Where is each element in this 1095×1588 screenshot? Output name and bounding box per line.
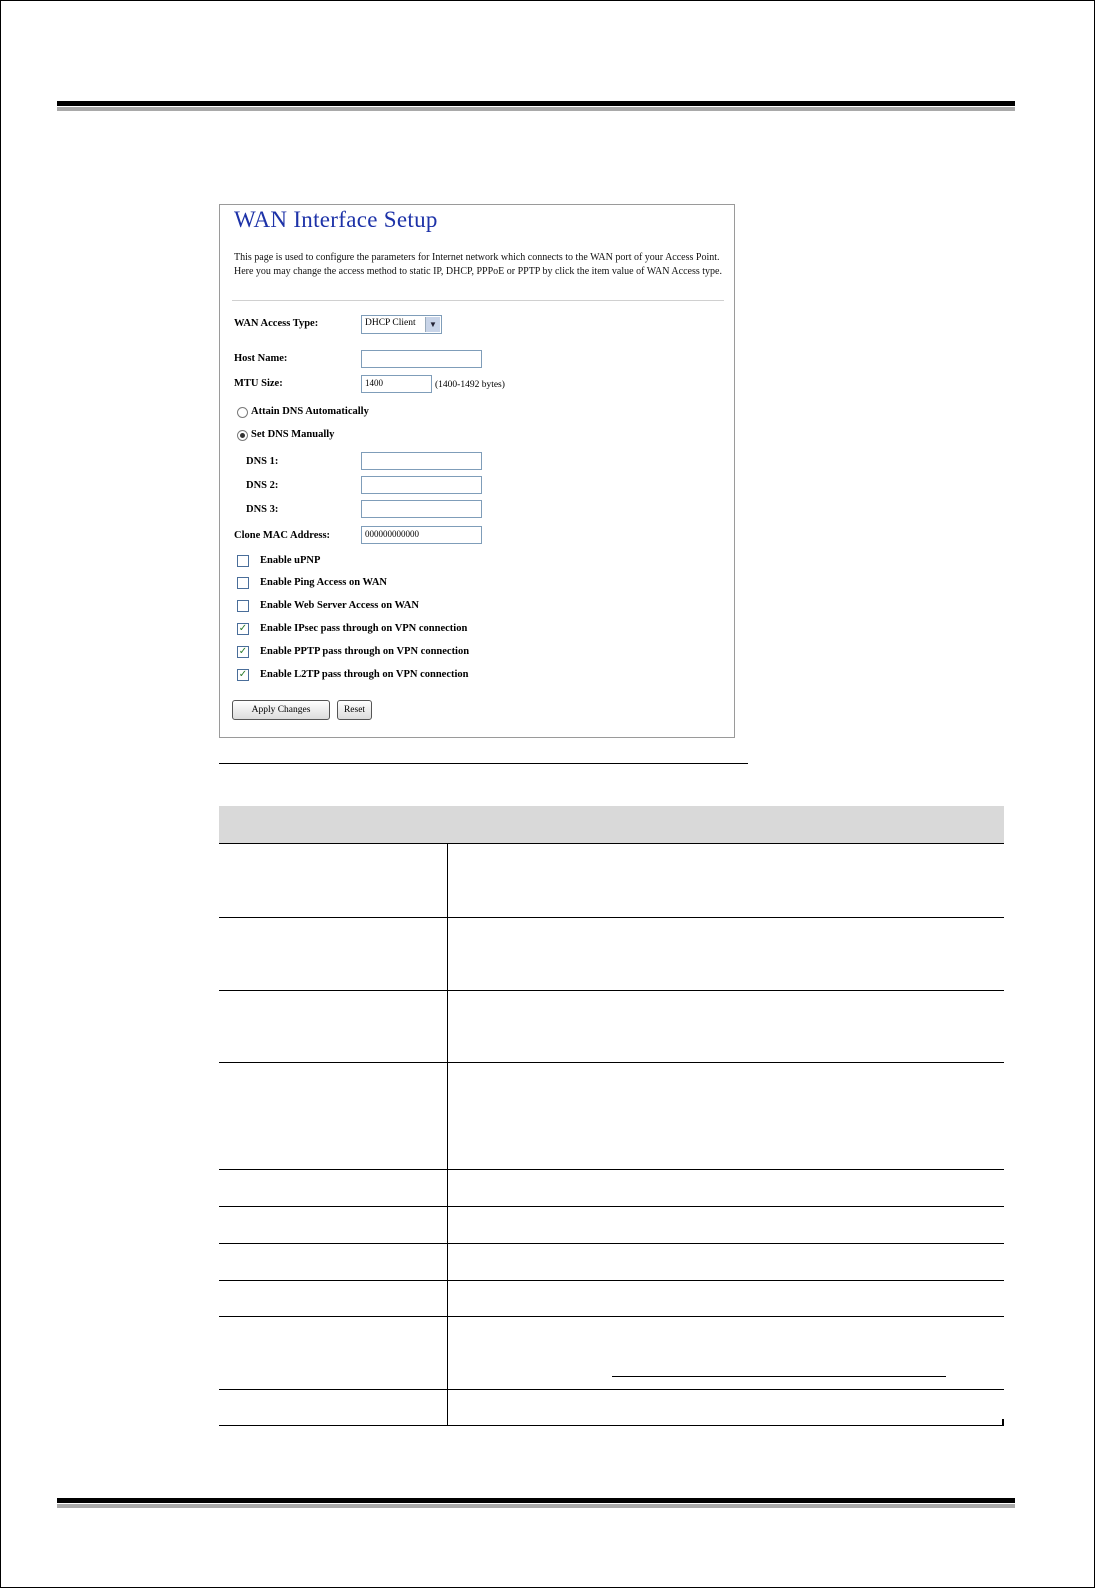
table-column-divider — [447, 843, 448, 1425]
mtu-size-hint: (1400-1492 bytes) — [435, 380, 505, 390]
dns3-label: DNS 3: — [246, 504, 279, 515]
table-row-line — [219, 1280, 1004, 1281]
panel-separator — [232, 300, 724, 301]
mtu-size-input[interactable]: 1400 — [361, 375, 432, 393]
chevron-down-icon: ▼ — [425, 317, 440, 332]
wan-access-type-label: WAN Access Type: — [234, 318, 319, 329]
upnp-label: Enable uPNP — [260, 555, 321, 566]
table-bottom-line — [219, 1425, 1004, 1426]
table-row-line — [219, 1169, 1004, 1170]
apply-changes-button[interactable]: Apply Changes — [232, 700, 330, 720]
l2tp-checkbox[interactable]: ✓ — [238, 669, 248, 680]
host-name-label: Host Name: — [234, 353, 288, 364]
footer-rule-shadow — [57, 1504, 1015, 1508]
header-rule — [57, 101, 1015, 106]
pptp-label: Enable PPTP pass through on VPN connection — [260, 646, 470, 657]
dns-manual-label: Set DNS Manually — [251, 429, 335, 440]
table-row-line — [219, 1243, 1004, 1244]
web-access-label: Enable Web Server Access on WAN — [260, 600, 419, 611]
ping-access-label: Enable Ping Access on WAN — [260, 577, 387, 588]
ipsec-checkbox[interactable]: ✓ — [238, 623, 248, 634]
dns1-label: DNS 1: — [246, 456, 279, 467]
table-row-line — [219, 1316, 1004, 1317]
panel-title: WAN Interface Setup — [234, 207, 438, 232]
table-row-line — [219, 843, 1004, 844]
table-row-line — [219, 1206, 1004, 1207]
clone-mac-input[interactable]: 000000000000 — [361, 526, 482, 544]
dns-auto-label: Attain DNS Automatically — [251, 406, 369, 417]
table-header — [219, 806, 1004, 843]
caption-underline — [219, 763, 748, 764]
wan-access-type-value: DHCP Client — [365, 318, 416, 328]
table-row-line — [219, 990, 1004, 991]
dns2-label: DNS 2: — [246, 480, 279, 491]
wan-setup-panel — [219, 204, 735, 738]
table-row-line — [219, 1389, 1004, 1390]
l2tp-label: Enable L2TP pass through on VPN connection — [260, 669, 469, 680]
mtu-size-label: MTU Size: — [234, 378, 283, 389]
header-rule-shadow — [57, 107, 1015, 111]
pptp-checkbox[interactable]: ✓ — [238, 646, 248, 657]
cell-underline — [612, 1376, 946, 1377]
dns2-input[interactable] — [361, 476, 482, 494]
reset-button[interactable]: Reset — [337, 700, 372, 720]
panel-description: This page is used to configure the parameters for Internet network which connects to the WAN port of your Access Point. Here you may change the access method to static IP, DHCP, PPPoE or PPTP by click the item value of WAN Access type. — [234, 252, 722, 277]
table-corner-tick — [1002, 1419, 1004, 1426]
clone-mac-label: Clone MAC Address: — [234, 530, 331, 541]
web-access-checkbox[interactable] — [237, 600, 249, 612]
wan-access-type-select[interactable] — [361, 315, 442, 334]
ping-access-checkbox[interactable] — [237, 577, 249, 589]
footer-rule — [57, 1498, 1015, 1503]
upnp-checkbox[interactable] — [237, 555, 249, 567]
dns-manual-radio[interactable] — [237, 430, 248, 441]
dns-auto-radio[interactable] — [237, 407, 248, 418]
dns1-input[interactable] — [361, 452, 482, 470]
dns3-input[interactable] — [361, 500, 482, 518]
host-name-input[interactable] — [361, 350, 482, 368]
table-row-line — [219, 1062, 1004, 1063]
ipsec-label: Enable IPsec pass through on VPN connection — [260, 623, 468, 634]
table-row-line — [219, 917, 1004, 918]
